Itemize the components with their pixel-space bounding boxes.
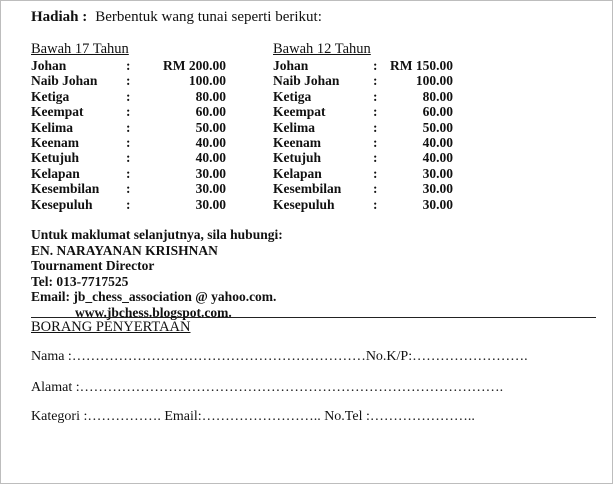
prize-description: Berbentuk wang tunai seperti berikut: (95, 9, 322, 25)
prize-row (273, 150, 453, 166)
prize-row (273, 58, 453, 73)
separator-colon: : (373, 88, 378, 104)
prize-position: Naib Johan (273, 73, 340, 89)
separator-colon: : (126, 150, 131, 166)
prize-table-under-17 (31, 41, 226, 212)
prize-row (31, 134, 226, 150)
prize-amount: 80.00 (195, 88, 226, 104)
separator-colon: : (373, 181, 378, 197)
prize-position: Ketujuh (31, 150, 80, 166)
separator-colon: : (126, 181, 131, 197)
separator-colon: : (373, 150, 378, 166)
prize-amount: RM 150.00 (390, 58, 453, 73)
form-line-category-email-tel[interactable]: Kategori :……………. Email:…………………….. No.Tel :………………….. (31, 409, 475, 424)
prize-position: Ketiga (273, 88, 312, 104)
separator-colon: : (126, 88, 131, 104)
contact-tel: Tel: 013-7717525 (31, 273, 129, 289)
prize-position: Johan (273, 58, 309, 73)
prize-row (31, 119, 226, 135)
prize-position: Ketujuh (273, 150, 322, 166)
prize-position: Kesepuluh (31, 196, 93, 212)
separator-colon: : (373, 196, 378, 212)
prize-amount: 80.00 (422, 88, 453, 104)
contact-name: EN. NARAYANAN KRISHNAN (31, 242, 218, 258)
prize-amount: 30.00 (195, 181, 226, 197)
prize-row (31, 58, 226, 73)
prize-row (273, 196, 453, 212)
prize-amount: 100.00 (415, 73, 453, 89)
prize-position: Kelima (31, 119, 73, 135)
prize-position: Kelapan (31, 165, 80, 181)
prize-row (273, 181, 453, 197)
separator-colon: : (126, 104, 131, 120)
prize-row (31, 181, 226, 197)
prize-row (273, 134, 453, 150)
prize-amount: 50.00 (422, 119, 453, 135)
separator-colon: : (373, 119, 378, 135)
prize-position: Kelima (273, 119, 315, 135)
form-line-address[interactable]: Alamat :………………………………………………………………………………. (31, 380, 504, 395)
prize-row (273, 104, 453, 120)
section-divider (31, 317, 596, 318)
separator-colon: : (373, 58, 378, 73)
form-title: BORANG PENYERTAAN (31, 319, 191, 335)
prize-position: Kesembilan (31, 181, 100, 197)
prize-position: Kesembilan (273, 181, 342, 197)
prize-row (273, 119, 453, 135)
prize-row (273, 165, 453, 181)
contact-role: Tournament Director (31, 258, 155, 273)
separator-colon: : (373, 134, 378, 150)
prize-table-under-12 (273, 41, 453, 212)
prize-position: Ketiga (31, 88, 70, 104)
prize-amount: 60.00 (195, 104, 226, 120)
prize-row (31, 150, 226, 166)
prize-row (31, 196, 226, 212)
separator-colon: : (373, 73, 378, 89)
prize-row (273, 88, 453, 104)
prize-amount: 100.00 (188, 73, 226, 89)
prize-amount: 40.00 (422, 134, 453, 150)
prize-amount: RM 200.00 (163, 58, 226, 73)
prize-row (31, 165, 226, 181)
prize-position: Naib Johan (31, 73, 98, 89)
prize-amount: 40.00 (195, 134, 226, 150)
form-line-name-ic[interactable]: Nama :………………………………………………………No.K/P:……………………. (31, 349, 528, 364)
prize-amount: 50.00 (195, 119, 226, 135)
prize-amount: 40.00 (422, 150, 453, 166)
prize-amount: 60.00 (422, 104, 453, 120)
prize-amount: 30.00 (195, 165, 226, 181)
prize-intro (31, 9, 322, 26)
separator-colon: : (126, 134, 131, 150)
prize-amount: 30.00 (422, 196, 453, 212)
separator-colon: : (126, 73, 131, 89)
separator-colon: : (126, 58, 131, 73)
separator-colon: : (126, 196, 131, 212)
prize-position: Johan (31, 58, 67, 73)
prize-amount: 30.00 (195, 196, 226, 212)
prize-amount: 30.00 (422, 165, 453, 181)
prize-amount: 30.00 (422, 181, 453, 197)
prize-row (31, 88, 226, 104)
contact-website: www.jbchess.blogspot.com. (75, 304, 232, 320)
separator-colon: : (373, 104, 378, 120)
prize-table-heading: Bawah 12 Tahun (273, 41, 371, 57)
contact-email: Email: jb_chess_association @ yahoo.com. (31, 289, 277, 304)
prize-position: Keempat (31, 104, 84, 120)
contact-intro: Untuk maklumat selanjutnya, sila hubungi: (31, 227, 283, 242)
prize-row (273, 73, 453, 89)
prize-label: Hadiah : (31, 9, 88, 25)
prize-row (31, 73, 226, 89)
prize-position: Keempat (273, 104, 326, 120)
separator-colon: : (126, 119, 131, 135)
prize-amount: 40.00 (195, 150, 226, 166)
separator-colon: : (126, 165, 131, 181)
prize-row (31, 104, 226, 120)
prize-table-heading: Bawah 17 Tahun (31, 41, 129, 57)
contact-block (31, 227, 283, 320)
prize-position: Kesepuluh (273, 196, 335, 212)
prize-position: Keenam (31, 134, 79, 150)
prize-position: Keenam (273, 134, 321, 150)
prize-position: Kelapan (273, 165, 322, 181)
separator-colon: : (373, 165, 378, 181)
